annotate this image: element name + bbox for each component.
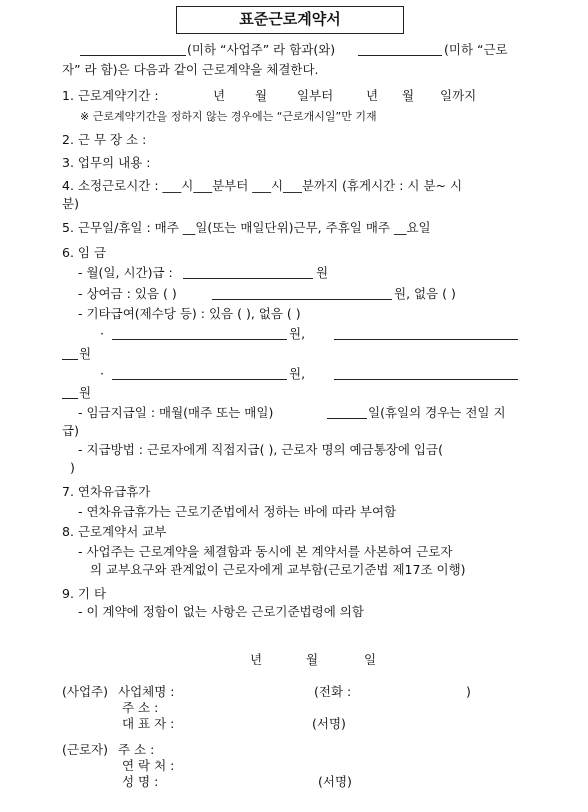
worker-name-label: 성 명 : xyxy=(122,774,159,789)
worker-name-blank xyxy=(358,55,442,56)
other-pay-bullet-1: · xyxy=(100,326,104,341)
intro-line-1b: (미하 “근로 xyxy=(444,42,508,57)
document-title: 표준근로계약서 xyxy=(176,6,404,34)
period-month-2: 월 xyxy=(402,88,415,103)
period-year-1: 년 xyxy=(213,88,226,103)
employer-signature: (서명) xyxy=(312,716,346,731)
workdays-holidays: 5. 근무일/휴일 : 매주 __일(또는 매일단위)근무, 주휴일 매주 __요일 xyxy=(62,220,431,235)
other-matters-label: 9. 기 타 xyxy=(62,586,107,601)
other-pay-label: - 기타급여(제수당 등) : 있음 ( ), 없음 ( ) xyxy=(78,306,301,321)
employer-rep-label: 대 표 자 : xyxy=(122,716,175,731)
other-pay-blank-1b xyxy=(334,339,518,340)
worker-signature: (서명) xyxy=(318,774,352,789)
workplace-label: 2. 근 무 장 소 : xyxy=(62,132,147,147)
job-description-label: 3. 업무의 내용 : xyxy=(62,155,151,170)
intro-line-2: 자” 라 함)은 다음과 같이 근로계약을 체결한다. xyxy=(62,62,319,77)
date-month: 월 xyxy=(306,652,319,667)
payment-method: - 지급방법 : 근로자에게 직접지급( ), 근로자 명의 예금통장에 입금( xyxy=(78,442,443,457)
date-day: 일 xyxy=(364,652,377,667)
payday-wrap: 급) xyxy=(62,423,79,438)
annual-leave-text: - 연차유급휴가는 근로기준법에서 정하는 바에 따라 부여함 xyxy=(78,504,397,519)
contract-delivery-label: 8. 근로계약서 교부 xyxy=(62,524,167,539)
period-month-1: 월 xyxy=(255,88,268,103)
date-year: 년 xyxy=(250,652,263,667)
monthly-wage-unit: 원 xyxy=(316,265,329,280)
employer-phone-close: ) xyxy=(466,684,471,699)
period-day-2: 일까지 xyxy=(440,88,477,103)
monthly-wage-label: - 월(일, 시간)급 : xyxy=(78,265,173,280)
bonus-tail: 원, 없음 ( ) xyxy=(394,286,456,301)
bonus-amount-blank xyxy=(212,299,392,300)
contract-period-label: 1. 근로계약기간 : xyxy=(62,88,159,103)
contract-period-note: ※ 근로계약기간을 정하지 않는 경우에는 “근로개시일”만 기재 xyxy=(80,110,377,123)
payday-tail: 일(휴일의 경우는 전일 지 xyxy=(368,405,506,420)
wage-label: 6. 임 금 xyxy=(62,245,107,260)
employer-company-label: 사업체명 : xyxy=(118,684,175,699)
other-pay-unit-2: 원, xyxy=(289,366,306,381)
employer-name-blank xyxy=(80,55,186,56)
worker-address-label: 주 소 : xyxy=(118,742,155,757)
employer-phone-label: (전화 : xyxy=(314,684,352,699)
employer-address-label: 주 소 : xyxy=(122,700,159,715)
employer-role: (사업주) xyxy=(62,684,108,699)
other-pay-unit-1: 원, xyxy=(289,326,306,341)
annual-leave-label: 7. 연차유급휴가 xyxy=(62,484,151,499)
other-pay-unit-2-wrap: 원 xyxy=(79,385,92,400)
other-pay-blank-1a xyxy=(112,339,287,340)
period-year-2: 년 xyxy=(366,88,379,103)
monthly-wage-blank xyxy=(183,278,313,279)
other-pay-blank-2b xyxy=(334,379,518,380)
other-pay-bullet-2: · xyxy=(100,366,104,381)
other-pay-unit-1-wrap: 원 xyxy=(79,346,92,361)
other-pay-blank-2a xyxy=(112,379,287,380)
worker-contact-label: 연 락 처 : xyxy=(122,758,175,773)
contract-delivery-line-2: 의 교부요구와 관계없이 근로자에게 교부함(근로기준법 제17조 이행) xyxy=(90,562,466,577)
worker-role: (근로자) xyxy=(62,742,108,757)
working-hours-line-2: 분) xyxy=(62,196,79,211)
other-pay-blank-2c xyxy=(62,398,78,399)
other-matters-text: - 이 계약에 정함이 없는 사항은 근로기준법령에 의함 xyxy=(78,604,364,619)
other-pay-blank-1c xyxy=(62,359,78,360)
payment-method-close: ) xyxy=(70,460,75,475)
payday-label: - 임금지급일 : 매월(매주 또는 매일) xyxy=(78,405,274,420)
bonus-label: - 상여금 : 있음 ( ) xyxy=(78,286,177,301)
period-day-1: 일부터 xyxy=(297,88,334,103)
intro-line-1a: (미하 “사업주” 라 함과(와) xyxy=(187,42,336,57)
working-hours-line-1: 4. 소정근로시간 : ___시___분부터 ___시___분까지 (휴게시간 : 시 분~ 시 xyxy=(62,178,463,193)
payday-blank xyxy=(327,418,367,419)
contract-delivery-line-1: - 사업주는 근로계약을 체결함과 동시에 본 계약서를 사본하여 근로자 xyxy=(78,544,453,559)
